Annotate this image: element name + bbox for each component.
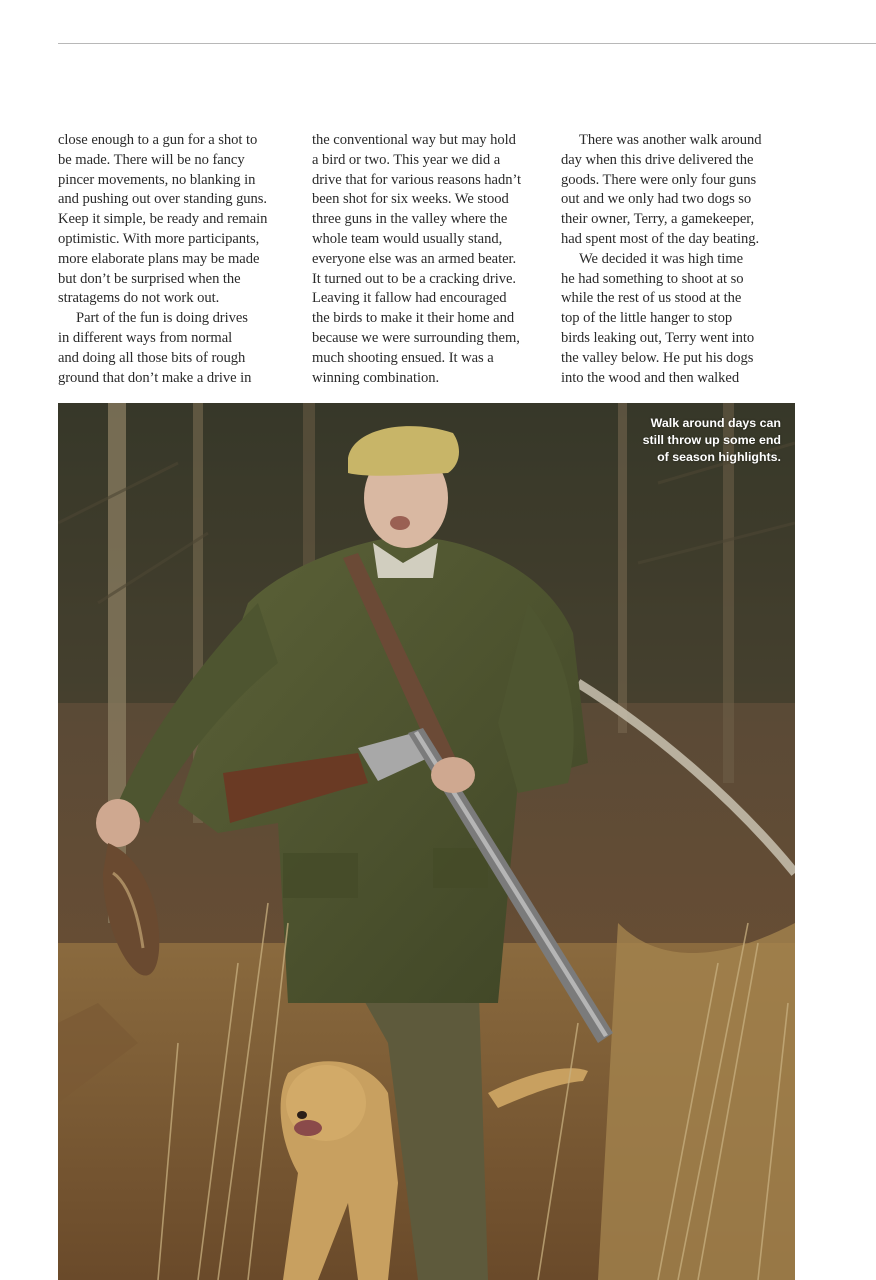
paragraph-start-line: Part of the fun is doing drives — [76, 310, 248, 327]
text-line: been shot for six weeks. We stood — [312, 191, 509, 208]
article-photo — [58, 403, 795, 1280]
text-line: drive that for various reasons hadn’t — [312, 171, 522, 188]
text-line: pincer movements, no blanking in — [58, 171, 256, 188]
text-line: and pushing out over standing guns. — [58, 191, 268, 208]
text-line: close enough to a gun for a shot to — [58, 132, 258, 148]
paragraph-start-line: We decided it was high time — [579, 250, 744, 267]
text-line: while the rest of us stood at the — [561, 290, 742, 307]
article-column-1 — [58, 131, 288, 388]
text-line: into the wood and then walked — [561, 369, 740, 386]
text-line: Keep it simple, be ready and remain — [58, 211, 268, 228]
text-line: the birds to make it their home and — [312, 310, 515, 327]
text-line: had spent most of the day beating. — [561, 230, 760, 247]
text-line: more elaborate plans may be made — [58, 250, 260, 267]
text-line: winning combination. — [312, 369, 440, 386]
text-line: day when this drive delivered the — [561, 151, 754, 168]
text-line: optimistic. With more participants, — [58, 230, 260, 247]
coat-pocket — [283, 853, 358, 898]
caption-line: Walk around days can — [650, 416, 781, 430]
text-line: three guns in the valley where the — [312, 211, 508, 228]
text-line: goods. There were only four guns — [561, 171, 757, 188]
text-line: the conventional way but may hold — [312, 132, 516, 148]
text-line: because we were surrounding them, — [312, 329, 520, 346]
text-line: everyone else was an armed beater. — [312, 250, 517, 267]
text-line: ground that don’t make a drive in — [58, 369, 252, 386]
text-line: but don’t be surprised when the — [58, 270, 241, 287]
text-line: birds leaking out, Terry went into — [561, 329, 755, 346]
photo-illustration — [58, 403, 795, 1280]
hand — [96, 799, 140, 847]
text-line: a bird or two. This year we did a — [312, 151, 501, 168]
text-line: It turned out to be a cracking drive. — [312, 270, 517, 287]
text-line: out and we only had two dogs so — [561, 191, 752, 208]
article-column-2 — [312, 131, 548, 388]
caption-line: of season highlights. — [657, 450, 781, 464]
paragraph-start-line: There was another walk around — [579, 132, 762, 148]
caption-line: still throw up some end — [642, 433, 781, 447]
article-column-3 — [561, 131, 797, 388]
text-line: the valley below. He put his dogs — [561, 349, 754, 366]
hand — [431, 757, 475, 793]
text-line: whole team would usually stand, — [312, 230, 503, 247]
text-line: in different ways from normal — [58, 329, 233, 346]
header-rule — [58, 43, 876, 44]
text-line: much shooting ensued. It was a — [312, 349, 494, 366]
text-line: he had something to shoot at so — [561, 270, 744, 287]
text-line: be made. There will be no fancy — [58, 151, 245, 168]
text-line: and doing all those bits of rough — [58, 349, 246, 366]
photo-caption — [581, 415, 781, 466]
text-line: stratagems do not work out. — [58, 290, 220, 307]
text-line: Leaving it fallow had encouraged — [312, 290, 507, 307]
text-line: their owner, Terry, a gamekeeper, — [561, 211, 755, 228]
coat-pocket — [433, 848, 488, 888]
text-line: top of the little hanger to stop — [561, 310, 733, 327]
